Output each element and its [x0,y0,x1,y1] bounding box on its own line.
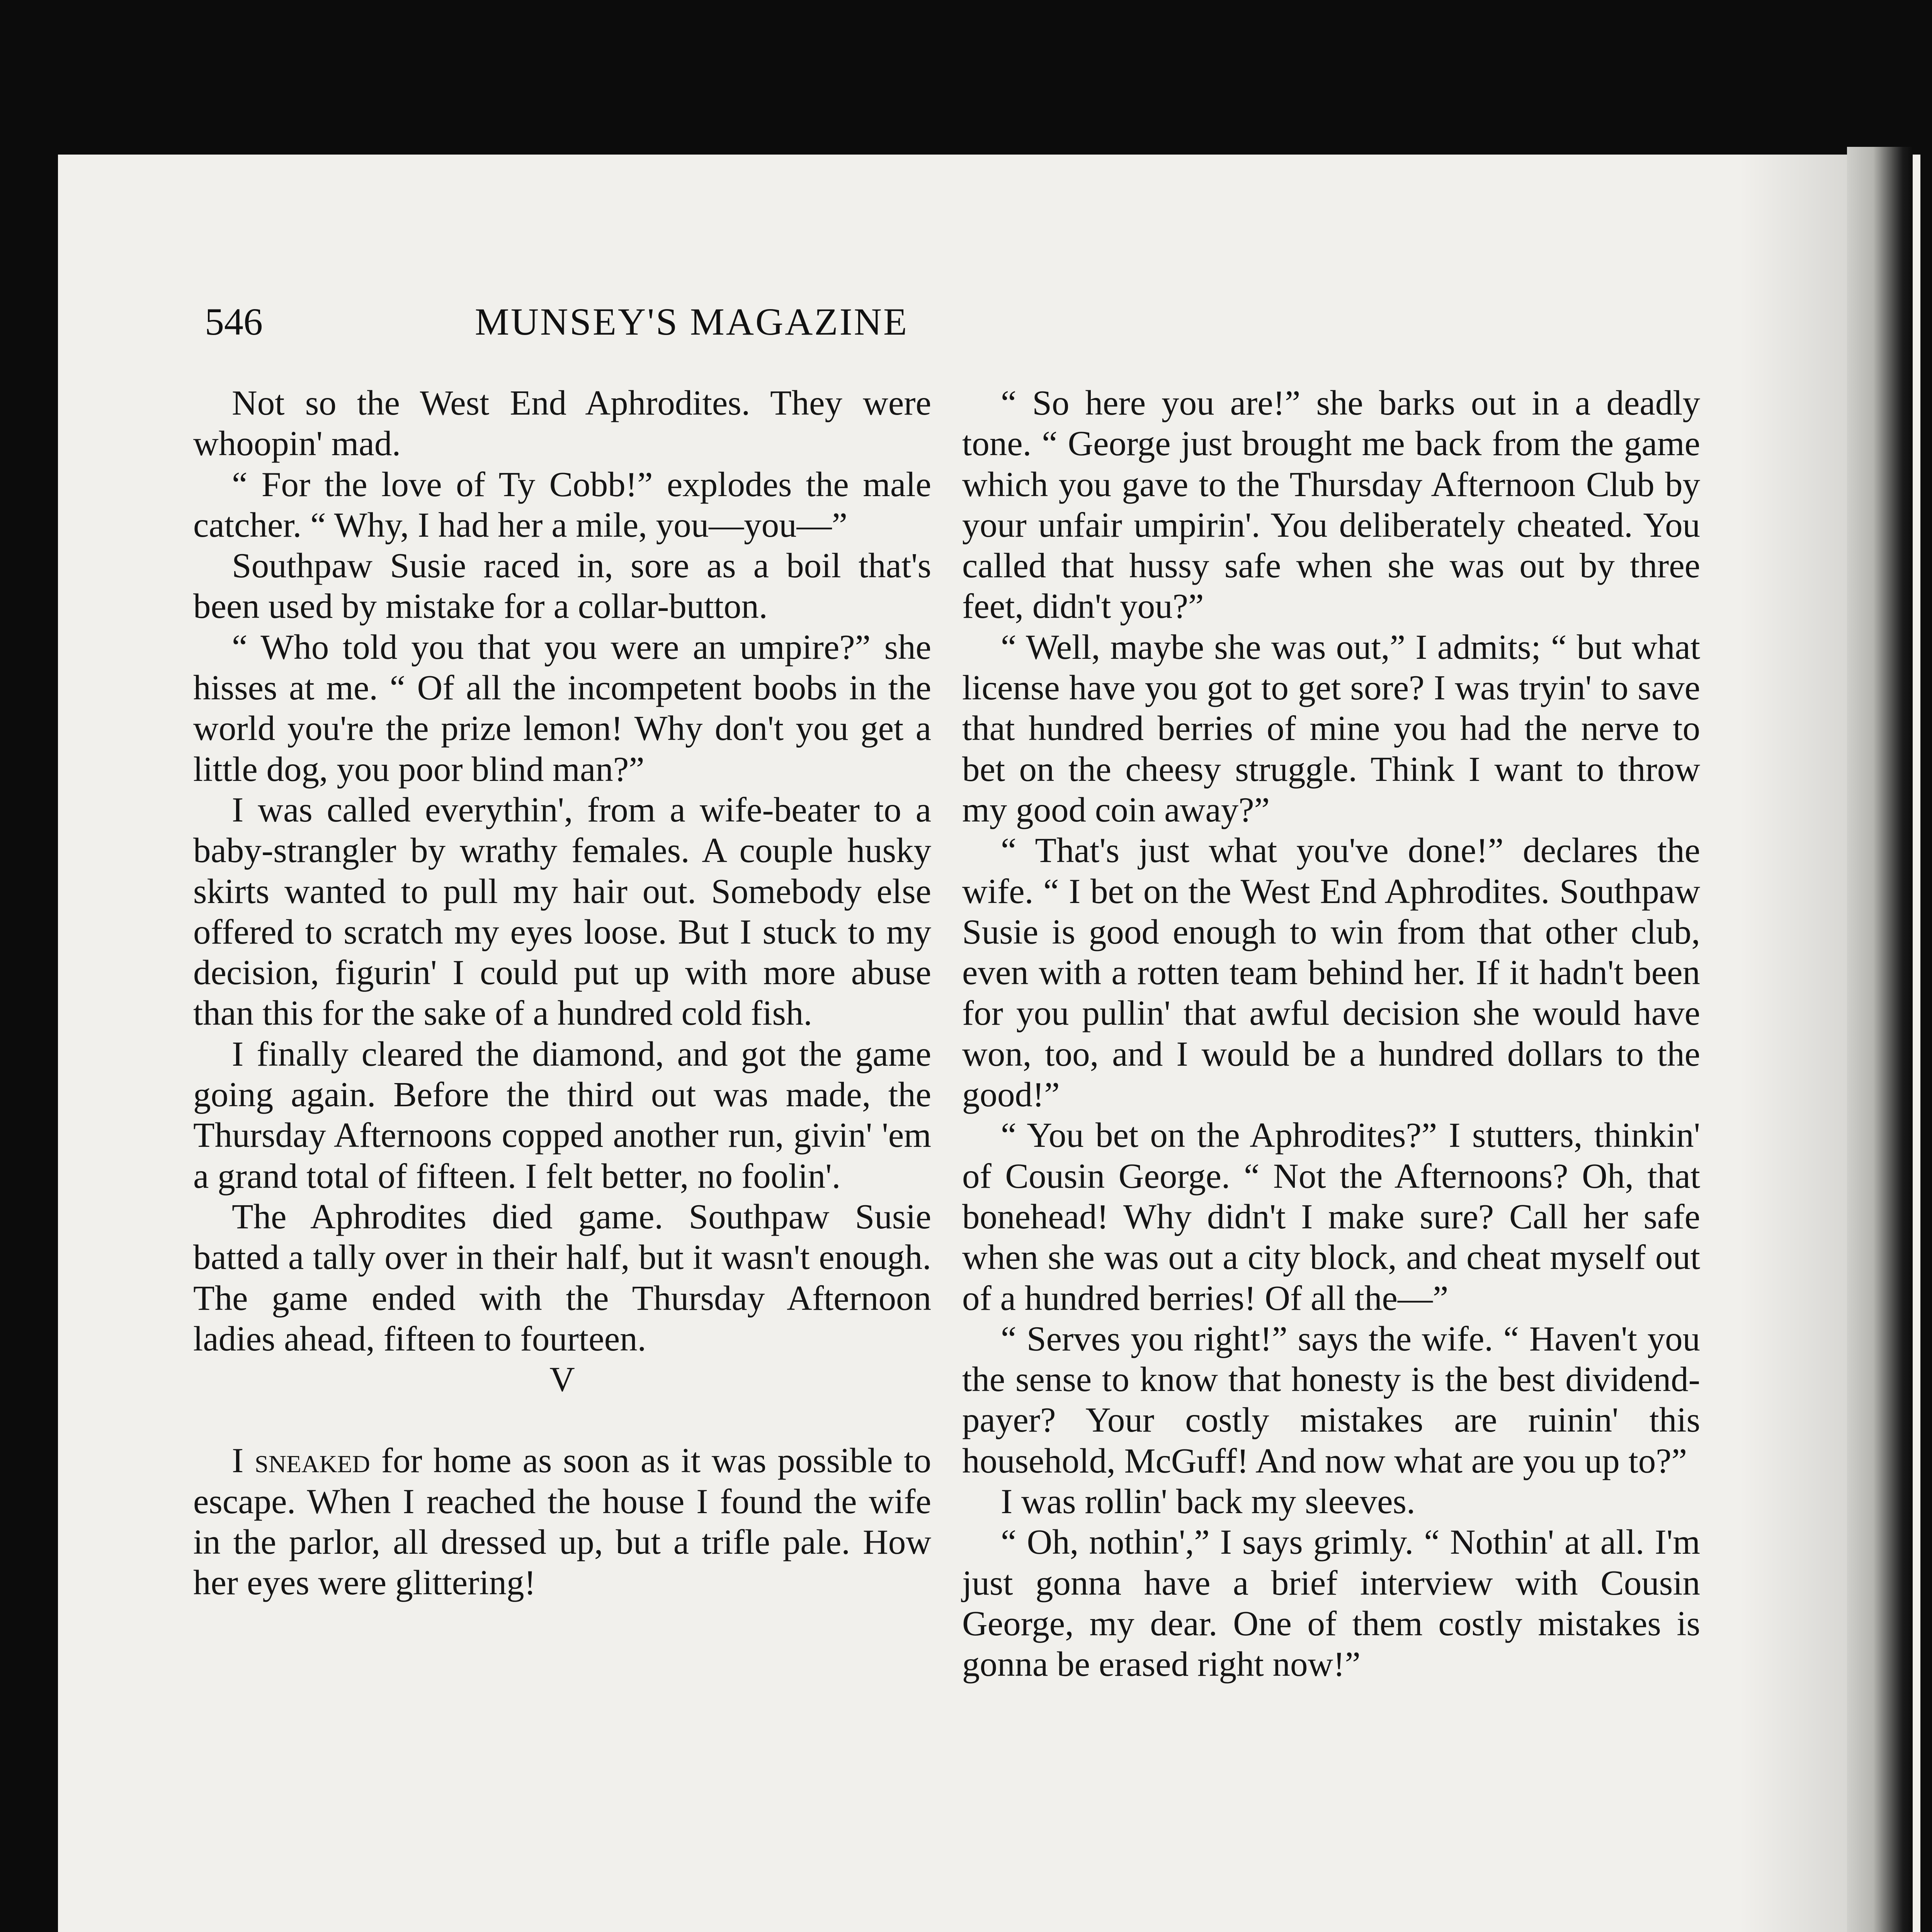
book-spine [1847,147,1913,1932]
gutter-shadow [1739,155,1847,1932]
right-text-column [962,383,1700,1685]
paragraph: “ Oh, nothin',” I says grimly. “ Nothin' at all. I'm just gonna have a brief interview with Cousin George, my dear. One of them costly mistakes is gonna be erased right now!” [962,1522,1700,1684]
paragraph: I finally cleared the diamond, and got the game going again. Before the third out was made, the Thursday Afternoons copped another run, givin' 'em a grand total of fifteen. I felt better, no foolin'. [193,1034,931,1196]
page-number: 546 [205,300,263,343]
paragraph: “ So here you are!” she barks out in a deadly tone. “ George just brought me back from the game which you gave to the Thursday Afternoon Club by your unfair umpirin'. You deliberately cheated. You called that hussy safe when she was out by three feet, didn't you?” [962,383,1700,626]
section-paragraph [193,1440,931,1603]
section-lead-smallcaps: I sneaked [232,1441,370,1480]
paragraph: Not so the West End Aphrodites. They were whoopin' mad. [193,383,931,463]
paragraph: “ Well, maybe she was out,” I admits; “ but what license have you got to get sore? I was tryin' to save that hundred berries of mine you had the nerve to bet on the cheesy struggle. Think I want to throw my good coin away?” [962,627,1700,829]
running-title: MUNSEY'S MAGAZINE [474,300,909,343]
paragraph: “ That's just what you've done!” declares the wife. “ I bet on the West End Aphrodites. Southpaw Susie is good enough to win from that other club, even with a rotten team behind her. If it hadn't been for you pullin' that awful decision she would have won, too, and I would be a hundred dollars to the good!” [962,831,1700,1114]
left-text-column [193,383,931,1603]
paragraph: I was rollin' back my sleeves. [1001,1482,1415,1521]
paragraph: I was called everythin', from a wife-beater to a baby-strangler by wrathy females. A couple husky skirts wanted to pull my hair out. Somebody else offered to scratch my eyes loose. But I stuck to my decision, figurin' I could put up with more abuse than this for the sake of a hundred cold fish. [193,790,931,1033]
paragraph: The Aphrodites died game. Southpaw Susie batted a tally over in their half, but it wasn't enough. The game ended with the Thursday Afternoon ladies ahead, fifteen to fourteen. [193,1197,931,1358]
paragraph: “ Who told you that you were an umpire?” she hisses at me. “ Of all the incompetent boobs in the world you're the prize lemon! Why don't you get a little dog, you poor blind man?” [193,627,931,789]
paragraph: “ For the love of Ty Cobb!” explodes the male catcher. “ Why, I had her a mile, you—you—” [193,464,931,544]
section-paragraph-text: for home as soon as it was possible to escape. When I reached the house I found the wife in the parlor, all dressed up, but a trifle pale. How her eyes were glittering! [193,1441,932,1602]
paragraph: Southpaw Susie raced in, sore as a boil that's been used by mistake for a collar-button. [193,546,931,626]
paragraph: “ Serves you right!” says the wife. “ Haven't you the sense to know that honesty is the best dividend-payer? Your costly mistakes are ruinin' this household, McGuff! And now what are you up to?” [962,1319,1700,1480]
paragraph: “ You bet on the Aphrodites?” I stutters, thinkin' of Cousin George. “ Not the Afternoons? Oh, that bonehead! Why didn't I make sure? Call her safe when she was out a city block, and cheat myself out of a hundred berries! Of all the—” [962,1116,1700,1318]
page-header [205,299,1179,350]
section-number: V [549,1360,575,1399]
